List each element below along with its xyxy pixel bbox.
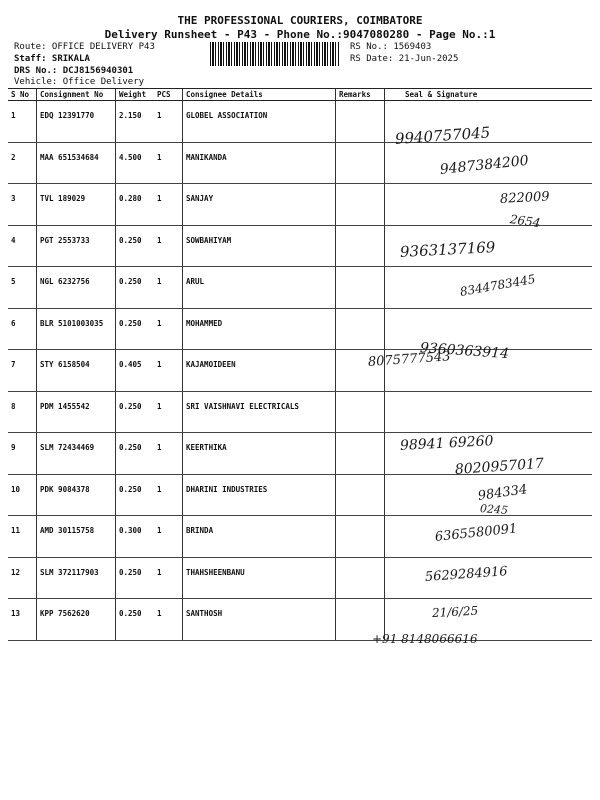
handwritten-phone: 8344783445 [458,271,537,299]
row-pcs: 1 [154,308,183,350]
handwritten-phone: +91 8148066616 [372,632,478,646]
row-consignment: NGL 6232756 [37,267,116,309]
row-sno: 5 [8,267,37,309]
staff-label: Staff: SRIKALA [14,54,90,64]
row-remarks [336,391,385,433]
handwritten-phone: 9487384200 [439,152,530,178]
row-consignment: EDQ 12391770 [37,101,116,143]
row-sno: 3 [8,184,37,226]
row-pcs: 1 [154,184,183,226]
row-consignee: KEERTHIKA [183,433,336,475]
row-remarks [336,308,385,350]
row-consignee: MANIKANDA [183,142,336,184]
row-pcs: 1 [154,474,183,516]
row-consignee: SRI VAISHNAVI ELECTRICALS [183,391,336,433]
table-header-row [8,89,592,101]
row-consignee: THAHSHEENBANU [183,557,336,599]
row-sno: 11 [8,516,37,558]
row-consignment: BLR 5101003035 [37,308,116,350]
row-remarks [336,101,385,143]
row-pcs: 1 [154,225,183,267]
handwritten-phone: 5629284916 [424,564,509,585]
row-pcs: 1 [154,516,183,558]
row-consignee: SANTHOSH [183,599,336,641]
drs-number: DRS No.: DCJ8156940301 [14,66,134,76]
handwritten-phone: 822009 [499,189,550,207]
row-pcs: 1 [154,557,183,599]
row-weight: 0.250 [116,557,155,599]
row-remarks [336,184,385,226]
vehicle-label: Vehicle: Office Delivery [14,77,145,87]
row-consignee: SANJAY [183,184,336,226]
row-sno: 9 [8,433,37,475]
row-weight: 0.250 [116,267,155,309]
route-label: Route: OFFICE DELIVERY P43 [14,42,155,52]
handwritten-phone: 6365580091 [434,521,519,545]
handwritten-phone: 984334 [476,482,529,504]
row-consignee: GLOBEL ASSOCIATION [183,101,336,143]
row-weight: 0.250 [116,599,155,641]
row-weight: 0.405 [116,350,155,392]
row-consignment: PGT 2553733 [37,225,116,267]
col-weight: Weight [116,89,155,101]
table-row [8,308,592,350]
runsheet-subtitle: Delivery Runsheet - P43 - Phone No.:9047080280 - Page No.:1 [104,28,496,41]
row-pcs: 1 [154,433,183,475]
handwritten-phone: 0245 [479,502,509,517]
row-pcs: 1 [154,142,183,184]
table-body [8,101,592,641]
row-consignment: PDM 1455542 [37,391,116,433]
handwritten-phone: 9363137169 [399,238,496,261]
row-consignment: MAA 651534684 [37,142,116,184]
row-weight: 0.250 [116,433,155,475]
row-consignment: KPP 7562620 [37,599,116,641]
table-row [8,599,592,641]
col-remarks: Remarks [336,89,385,101]
row-pcs: 1 [154,350,183,392]
handwritten-phone: 98941 69260 [399,433,494,454]
row-weight: 2.150 [116,101,155,143]
table-row [8,101,592,143]
row-weight: 0.250 [116,474,155,516]
row-consignment: PDK 9084378 [37,474,116,516]
row-consignee: DHARINI INDUSTRIES [183,474,336,516]
row-weight: 0.250 [116,308,155,350]
row-weight: 0.300 [116,516,155,558]
row-weight: 0.280 [116,184,155,226]
barcode-image [210,42,340,66]
handwritten-phone: 9360363914 [419,340,510,363]
row-sno: 2 [8,142,37,184]
row-remarks [336,225,385,267]
row-pcs: 1 [154,101,183,143]
row-remarks [336,516,385,558]
row-signature [385,184,593,226]
row-sno: 6 [8,308,37,350]
row-sno: 12 [8,557,37,599]
row-weight: 4.500 [116,142,155,184]
row-weight: 0.250 [116,391,155,433]
row-sno: 4 [8,225,37,267]
col-signature: Seal & Signature [385,89,593,101]
col-pcs: PCS [154,89,183,101]
row-sno: 10 [8,474,37,516]
row-sno: 7 [8,350,37,392]
row-consignee: SOWBAHIYAM [183,225,336,267]
row-consignee: BRINDA [183,516,336,558]
company-name: THE PROFESSIONAL COURIERS, COIMBATORE [177,14,423,27]
row-consignee: KAJAMOIDEEN [183,350,336,392]
row-sno: 13 [8,599,37,641]
row-consignment: SLM 72434469 [37,433,116,475]
row-consignment: STY 6158504 [37,350,116,392]
row-pcs: 1 [154,599,183,641]
handwritten-phone: 21/6/25 [431,603,479,620]
handwritten-phone: 8075777543 [367,349,452,370]
table-row [8,225,592,267]
row-remarks [336,267,385,309]
row-remarks [336,474,385,516]
row-signature [385,308,593,350]
row-pcs: 1 [154,391,183,433]
row-sno: 8 [8,391,37,433]
handwritten-phone: 8020957017 [454,455,545,478]
row-weight: 0.250 [116,225,155,267]
row-consignment: TVL 189029 [37,184,116,226]
row-signature [385,391,593,433]
row-consignment: AMD 30115758 [37,516,116,558]
col-consignment: Consignment No [37,89,116,101]
rs-number: RS No.: 1569403 [350,42,432,52]
handwritten-phone: 2654 [509,212,542,231]
rs-date: RS Date: 21-Jun-2025 [350,54,459,64]
col-sno: S No [8,89,37,101]
row-consignee: ARUL [183,267,336,309]
row-sno: 1 [8,101,37,143]
row-remarks [336,557,385,599]
handwritten-phone: 9940757045 [394,123,491,148]
col-consignee: Consignee Details [183,89,336,101]
table-row [8,391,592,433]
row-consignment: SLM 372117903 [37,557,116,599]
row-pcs: 1 [154,267,183,309]
row-consignee: MOHAMMED [183,308,336,350]
row-remarks [336,142,385,184]
row-remarks [336,433,385,475]
